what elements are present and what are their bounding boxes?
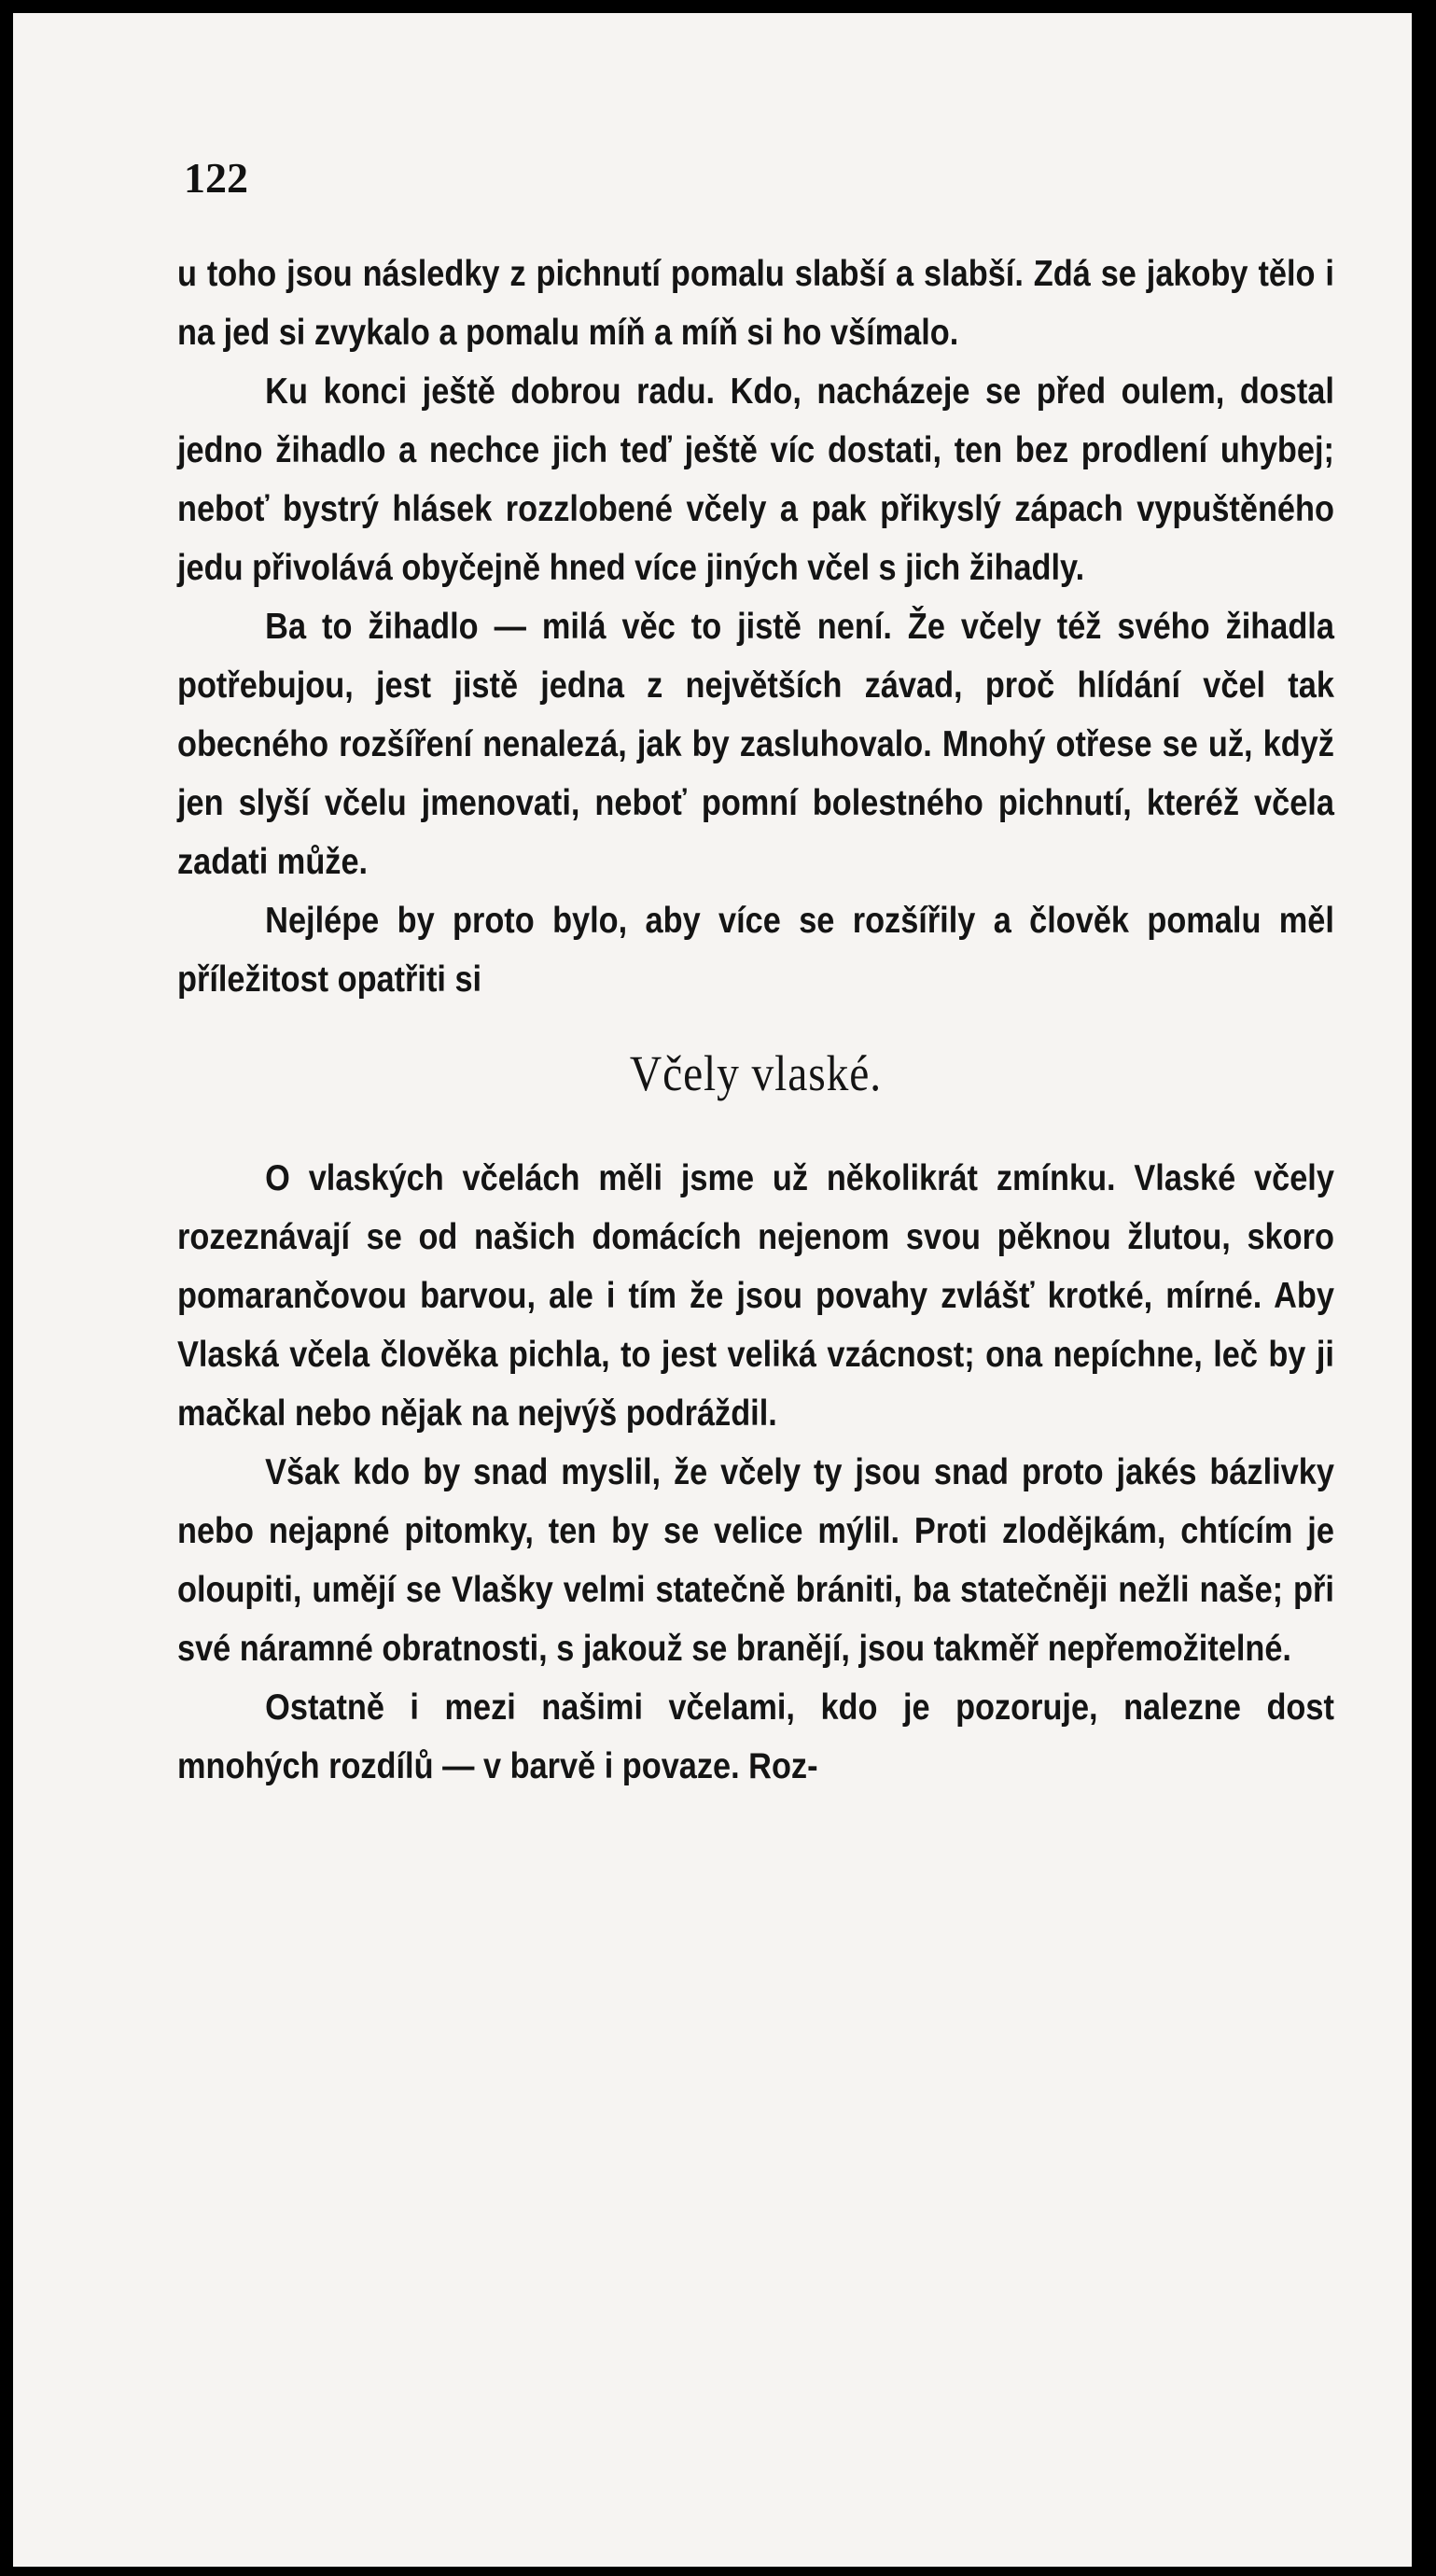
body-text (177, 245, 1334, 1796)
paragraph: Ostatně i mezi našimi včelami, kdo je pozoruje, nalezne dost mnohých rozdílů — v barvě i povaze. Roz- (177, 1687, 1334, 1786)
paragraph: Nejlépe by proto bylo, aby více se rozšířily a člověk pomalu měl příležitost opatřiti si (177, 901, 1334, 1000)
paragraph: u toho jsou následky z pichnutí pomalu slabší a slabší. Zdá se jakoby tělo i na jed si zvykalo a pomalu míň a míň si ho všímalo. (177, 254, 1334, 353)
paragraph: Však kdo by snad myslil, že včely ty jsou snad proto jakés bázlivky nebo nejapné pitomky, ten by se velice mýlil. Proti zlodějkám, chtícím je oloupiti, umějí se Vlašky velmi statečně brániti, ba statečněji nežli naše; při své náramné obratnosti, s jakouž se branějí, jsou takměř nepřemožitelné. (177, 1452, 1334, 1669)
paragraph: Ku konci ještě dobrou radu. Kdo, nacházeje se před oulem, dostal jedno žihadlo a nechce jich teď ještě víc dostati, ten bez prodlení uhybej; neboť bystrý hlásek rozzlobené včely a pak přikyslý zápach vypuštěného jedu přivolává obyčejně hned více jiných včel s jich žihadly. (177, 371, 1334, 588)
book-page (13, 13, 1412, 2567)
page-number: 122 (184, 154, 248, 202)
paragraph: Ba to žihadlo — milá věc to jistě není. Že včely též svého žihadla potřebujou, jest jistě jedna z největších závad, proč hlídání včel tak obecného rozšíření nenalezá, jak by zasluhovalo. Mnohý otřese se už, když jen slyší včelu jmenovati, neboť pomní bolestného pichnutí, kteréž včela zadati může. (177, 607, 1334, 882)
section-heading: Včely vlaské. (629, 1045, 882, 1101)
paragraph: O vlaských včelách měli jsme už několikrát zmínku. Vlaské včely rozeznávají se od našich domácích nejenom svou pěknou žlutou, skoro pomarančovou barvou, ale i tím že jsou povahy zvlášť krotké, mírné. Aby Vlaská včela člověka pichla, to jest veliká vzácnost; ona nepíchne, leč by ji mačkal nebo nějak na nejvýš podráždil. (177, 1158, 1334, 1434)
